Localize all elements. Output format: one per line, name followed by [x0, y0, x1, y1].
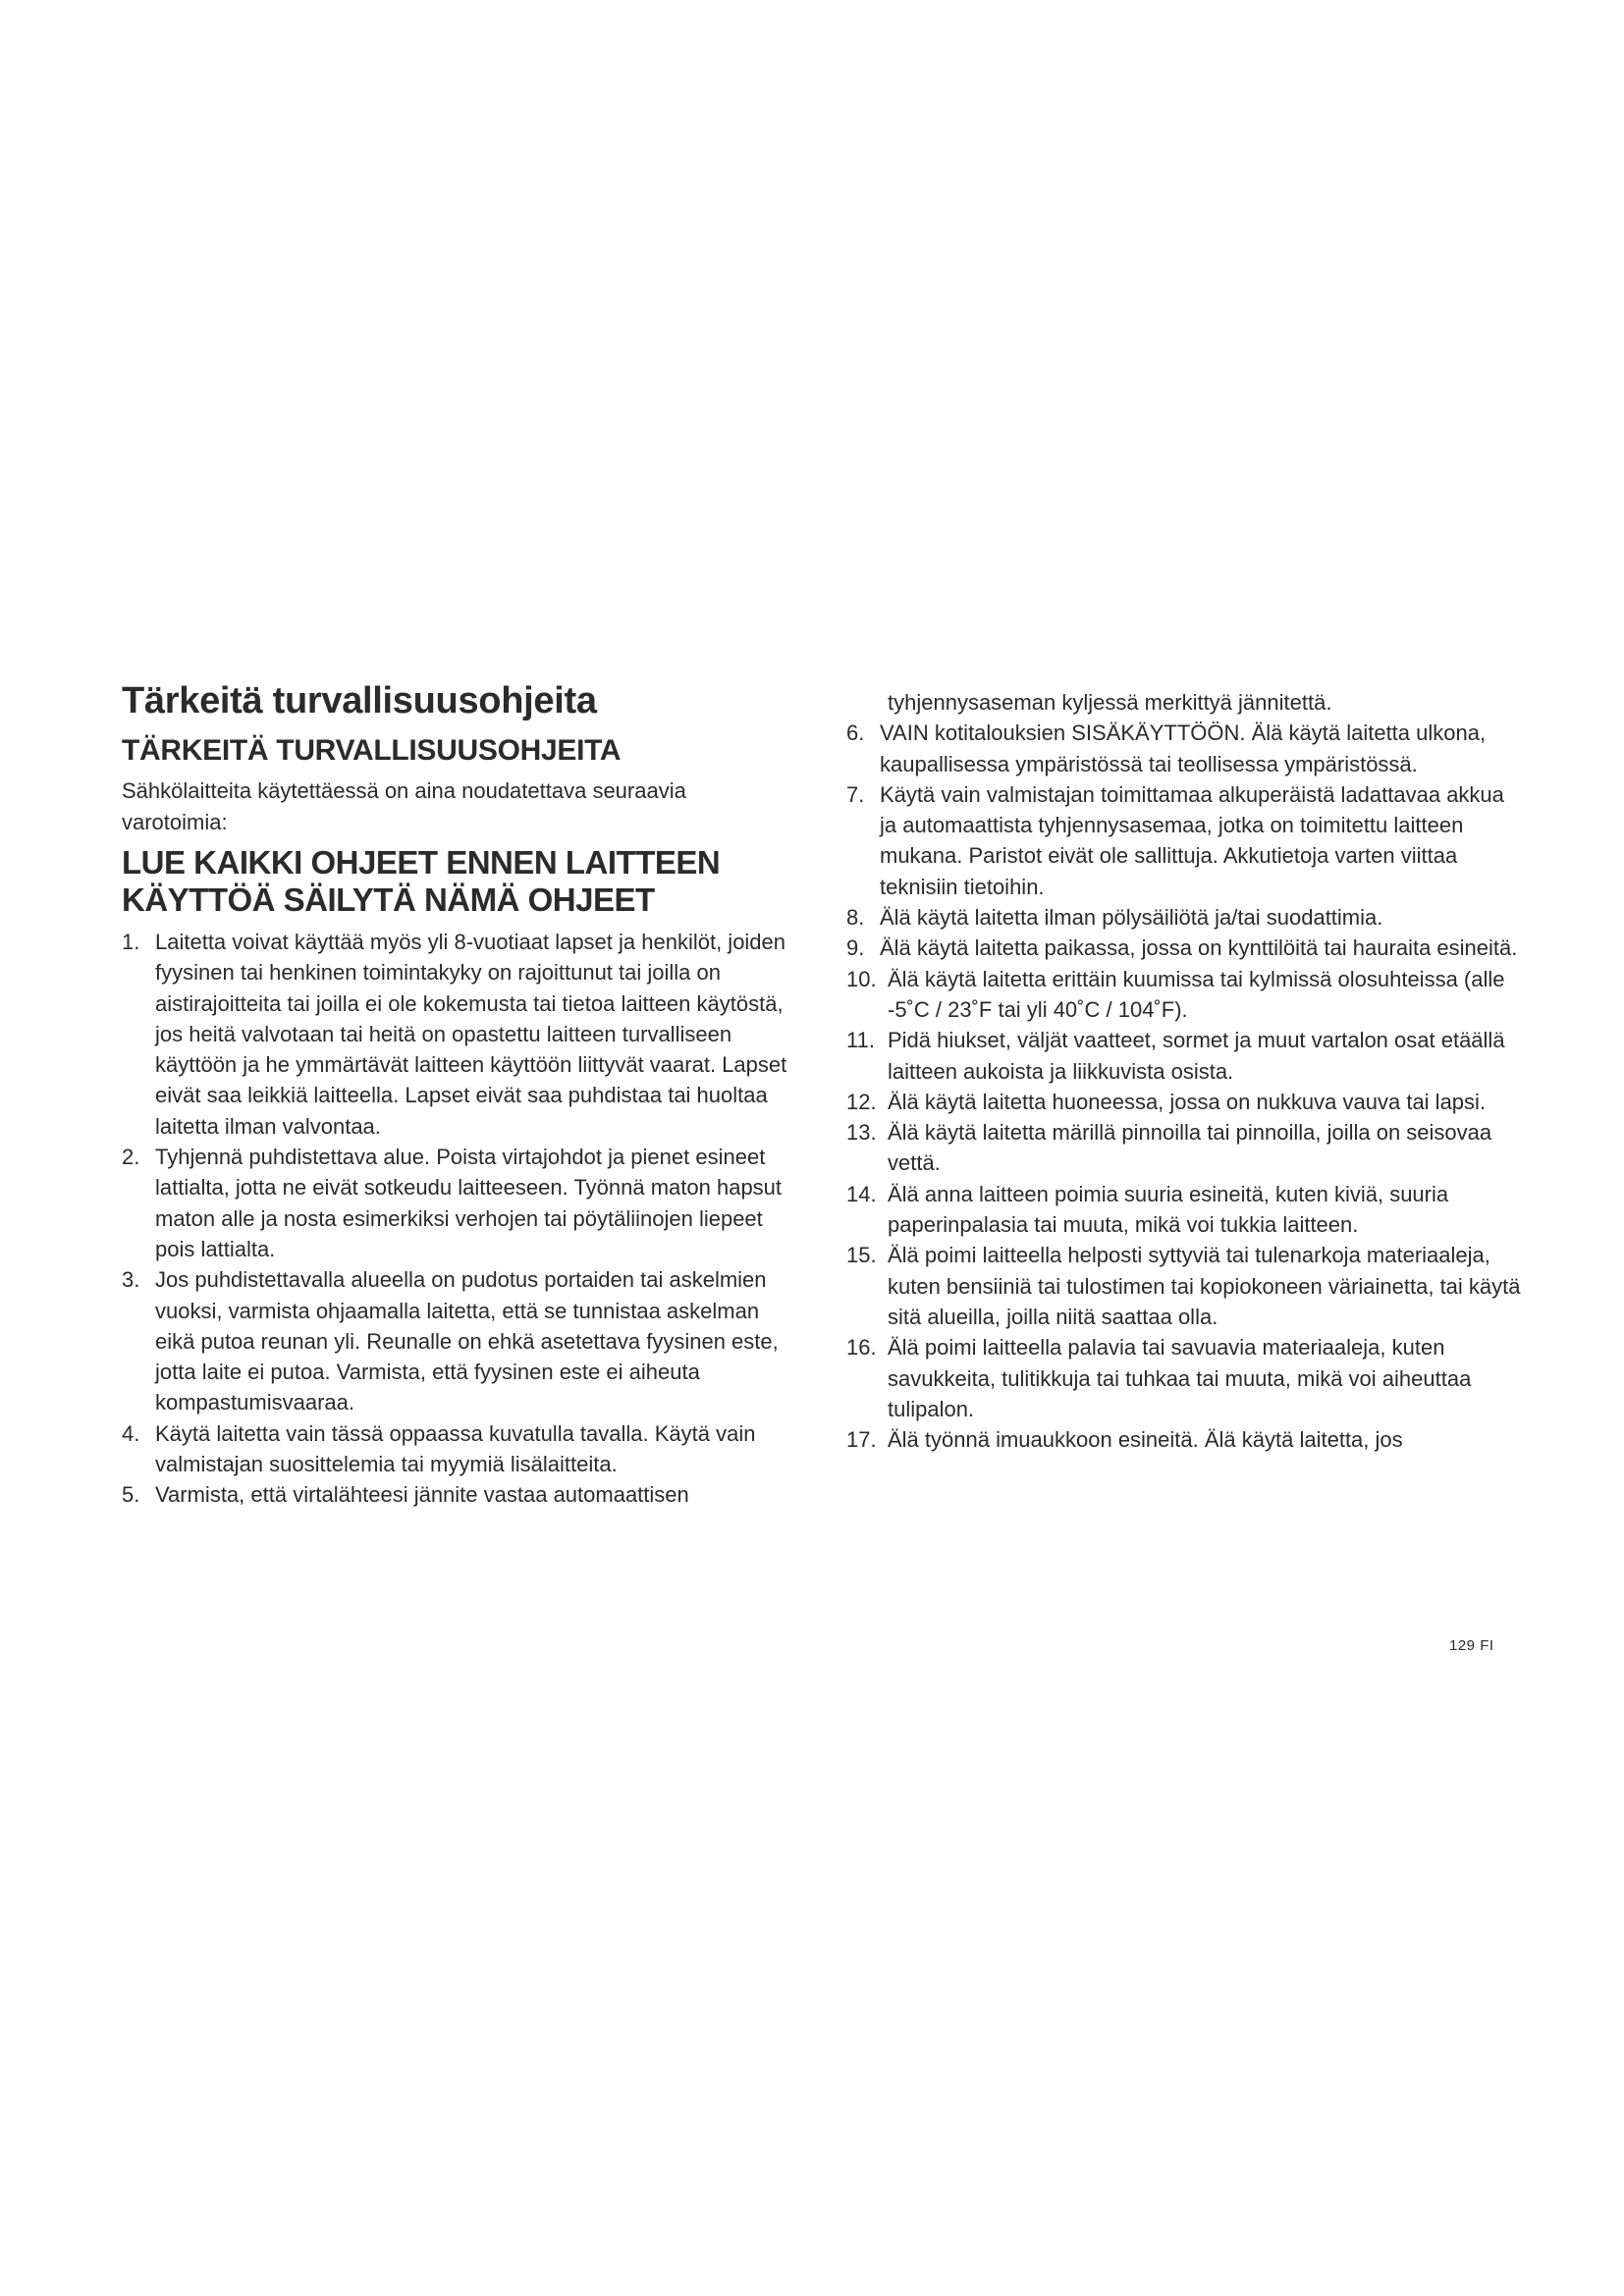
item-number: 6.: [846, 721, 865, 746]
section-heading: TÄRKEITÄ TURVALLISUUSOHJEITA: [122, 734, 622, 767]
item-number: 8.: [846, 905, 865, 931]
item-text: Älä käytä laitetta huoneessa, jossa on nukkuva vauva tai lapsi.: [888, 1089, 1487, 1114]
item-number: 4.: [122, 1420, 140, 1446]
list-item: [846, 1087, 1524, 1117]
item-number: 3.: [122, 1267, 140, 1293]
item-text: Varmista, että virtalähteesi jännite vastaa automaattisen: [155, 1482, 689, 1508]
list-item: [846, 718, 1524, 779]
instruction-list-right: [846, 718, 1524, 1455]
intro-text: Sähkölaitteita käytettäessä on aina noudatettava seuraavia varotoimia:: [122, 778, 686, 834]
item-number: 11.: [846, 1028, 875, 1053]
list-item: [122, 1142, 799, 1264]
page-number: 129 FI: [1449, 1637, 1494, 1654]
list-item: [122, 1418, 799, 1480]
list-item: [846, 1117, 1524, 1179]
item-text: Pidä hiukset, väljät vaatteet, sormet ja muut vartalon osat etäällä laitteen aukoista ja liikkuvista osista.: [888, 1028, 1505, 1084]
item-text: Laitetta voivat käyttää myös yli 8-vuotiaat lapset ja henkilöt, joiden fyysinen tai henkinen toimintakyky on rajoittunut tai joilla on aistirajoitteita tai joilla ei ole kokemusta tai tietoa laitteen käytöstä, jos heitä valvotaan tai heitä on opastettu laitteen turvalliseen käyttöön ja he ymmärtävät laitteen käyttöön liittyvät vaarat. Lapset eivät saa leikkiä laitteella. Lapset eivät saa puhdistaa tai huoltaa laitetta ilman valvontaa.: [155, 930, 787, 1139]
instruction-list-left: [122, 927, 799, 1511]
page-title: Tärkeitä turvallisuusohjeita: [122, 680, 597, 721]
right-column: [846, 687, 1524, 1455]
left-column: [122, 677, 799, 1511]
item-text: Jos puhdistettavalla alueella on pudotus portaiden tai askelmien vuoksi, varmista ohjaamalla laitetta, että se tunnistaa askelman eikä putoa reunan yli. Reunalle on ehkä asetettava fyysinen este, jotta laite ei putoa. Varmista, että fyysinen este ei aiheuta kompastumisvaaraa.: [155, 1267, 779, 1415]
list-item: [122, 1264, 799, 1417]
item-number: 16.: [846, 1335, 877, 1361]
item-text: Älä työnnä imuaukkoon esineitä. Älä käytä laitetta, jos: [888, 1427, 1403, 1453]
list-item: [846, 1179, 1524, 1241]
item-text: Älä poimi laitteella palavia tai savuavia materiaaleja, kuten savukkeita, tulitikkuja tai tuhkaa tai muuta, mikä voi aiheuttaa tulipalon.: [888, 1335, 1472, 1421]
item-number: 9.: [846, 935, 865, 961]
item-number: 10.: [846, 966, 877, 991]
item-text: Älä käytä laitetta märillä pinnoilla tai pinnoilla, joilla on seisovaa vettä.: [888, 1120, 1492, 1176]
list-item: [846, 902, 1524, 933]
list-item: [846, 779, 1524, 902]
item-number: 15.: [846, 1243, 877, 1268]
item-text: Käytä vain valmistajan toimittamaa alkuperäistä ladattavaa akkua ja automaattista tyhjennysasemaa, jotka on toimitettu laitteen mukana. Paristot eivät ole sallittuja. Akkutietoja varten viittaa teknisiin tietoihin.: [880, 781, 1504, 899]
list-item: [846, 933, 1524, 963]
list-item: [846, 1240, 1524, 1332]
item-text: Älä käytä laitetta paikassa, jossa on kynttilöitä tai hauraita esineitä.: [880, 935, 1518, 961]
warning-line-2: KÄYTTÖÄ SÄILYTÄ NÄMÄ OHJEET: [122, 881, 655, 918]
item-number: 5.: [122, 1482, 140, 1508]
item-number: 2.: [122, 1145, 140, 1170]
item-number: 13.: [846, 1120, 877, 1146]
list-item: [846, 1424, 1524, 1455]
item-number: 1.: [122, 930, 140, 954]
item-text: Tyhjennä puhdistettava alue. Poista virtajohdot ja pienet esineet lattialta, jotta ne eivät sotkeudu laitteeseen. Työnnä maton hapsut maton alle ja nosta esimerkiksi verhojen tai pöytäliinojen liepeet pois lattialta.: [155, 1145, 783, 1261]
item-text: Älä anna laitteen poimia suuria esineitä, kuten kiviä, suuria paperinpalasia tai muuta, mikä voi tukkia laitteen.: [888, 1181, 1449, 1238]
item-number: 14.: [846, 1181, 877, 1206]
item-number: 17.: [846, 1427, 877, 1453]
warning-line-1: LUE KAIKKI OHJEET ENNEN LAITTEEN: [122, 844, 721, 881]
item-text: VAIN kotitalouksien SISÄKÄYTTÖÖN. Älä käytä laitetta ulkona, kaupallisessa ympäristössä tai teollisessa ympäristössä.: [880, 721, 1487, 776]
warning-heading: [122, 844, 799, 919]
item-number: 12.: [846, 1089, 877, 1114]
list-item: [846, 964, 1524, 1026]
item-text: Käytä laitetta vain tässä oppaassa kuvatulla tavalla. Käytä vain valmistajan suosittelemia tai myymiä lisälaitteita.: [155, 1420, 756, 1477]
list-item: [122, 1479, 799, 1510]
item-number: 7.: [846, 781, 865, 807]
item-text: Älä käytä laitetta erittäin kuumissa tai kylmissä olosuhteissa (alle -5˚C / 23˚F tai yli 40˚C / 104˚F).: [888, 966, 1505, 1022]
item-text: Älä poimi laitteella helposti syttyviä tai tulenarkoja materiaaleja, kuten bensiiniä tai tulostimen tai kopiokoneen väriainetta, tai käytä sitä alueilla, joilla niitä saattaa olla.: [888, 1243, 1521, 1329]
list-item: [846, 1332, 1524, 1424]
list-item: [846, 1025, 1524, 1087]
item-5-continuation: tyhjennysaseman kyljessä merkittyä jännitettä.: [888, 690, 1332, 715]
list-item: [122, 927, 799, 1142]
item-text: Älä käytä laitetta ilman pölysäiliötä ja/tai suodattimia.: [880, 905, 1383, 931]
